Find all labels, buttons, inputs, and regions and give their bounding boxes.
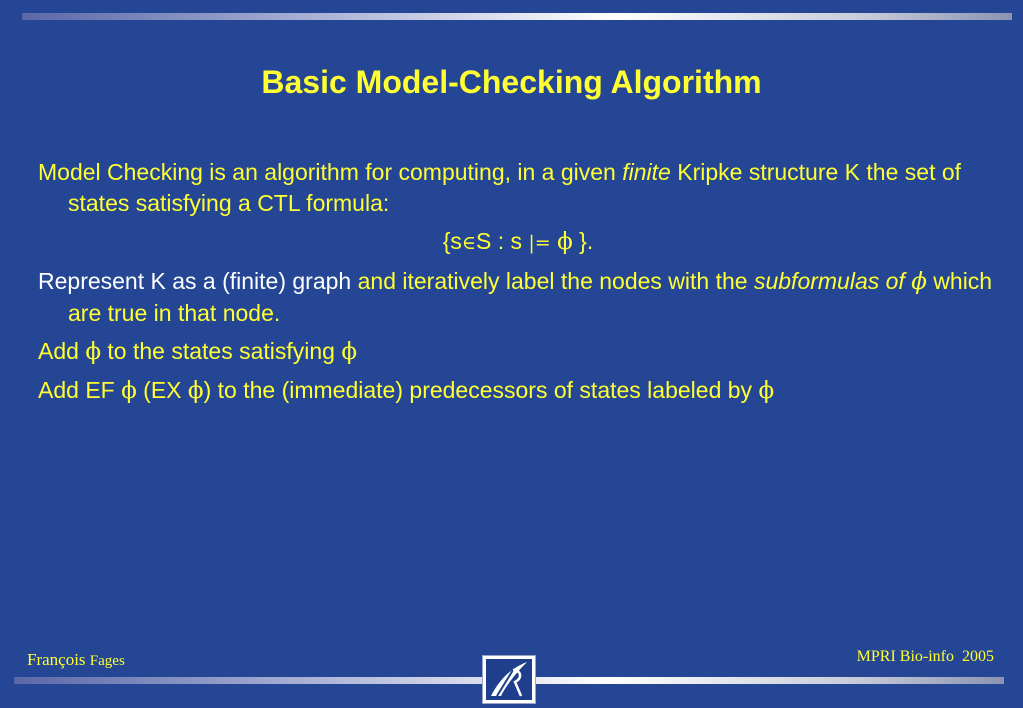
- top-decorative-bar: [22, 13, 1012, 20]
- paragraph-model-checking: Model Checking is an algorithm for computing, in a given finite Kripke structure K the set of states satisfying a CTL formula:: [38, 159, 962, 216]
- formula-line: {s∈S : s |= ϕ }.: [442, 228, 594, 255]
- slide-title: Basic Model-Checking Algorithm: [261, 64, 762, 100]
- paragraph-add-ef: Add EF ϕ (EX ϕ) to the (immediate) predecessors of states labeled by ϕ: [38, 377, 775, 404]
- inria-logo-icon: [482, 655, 536, 704]
- footer-course: MPRI Bio-info 2005: [856, 648, 994, 665]
- phi-symbol: ϕ: [187, 378, 204, 404]
- phi-symbol: ϕ: [557, 229, 573, 255]
- models-symbol: |=: [528, 232, 551, 254]
- slide-content: [38, 157, 998, 414]
- element-of-symbol: ∈: [461, 232, 476, 254]
- phi-symbol: ϕ: [758, 378, 775, 404]
- phi-symbol: ϕ: [121, 378, 137, 404]
- paragraph-represent-graph: Represent K as a (finite) graph and iteratively label the nodes with the subformulas of ϕ which are true in that node.: [38, 268, 993, 326]
- paragraph-add-phi: Add ϕ to the states satisfying ϕ: [38, 338, 358, 365]
- phi-symbol: ϕ: [341, 339, 358, 365]
- footer-author: François Fages: [27, 650, 125, 669]
- phi-symbol: ϕ: [85, 339, 102, 365]
- phi-symbol: ϕ: [911, 269, 927, 295]
